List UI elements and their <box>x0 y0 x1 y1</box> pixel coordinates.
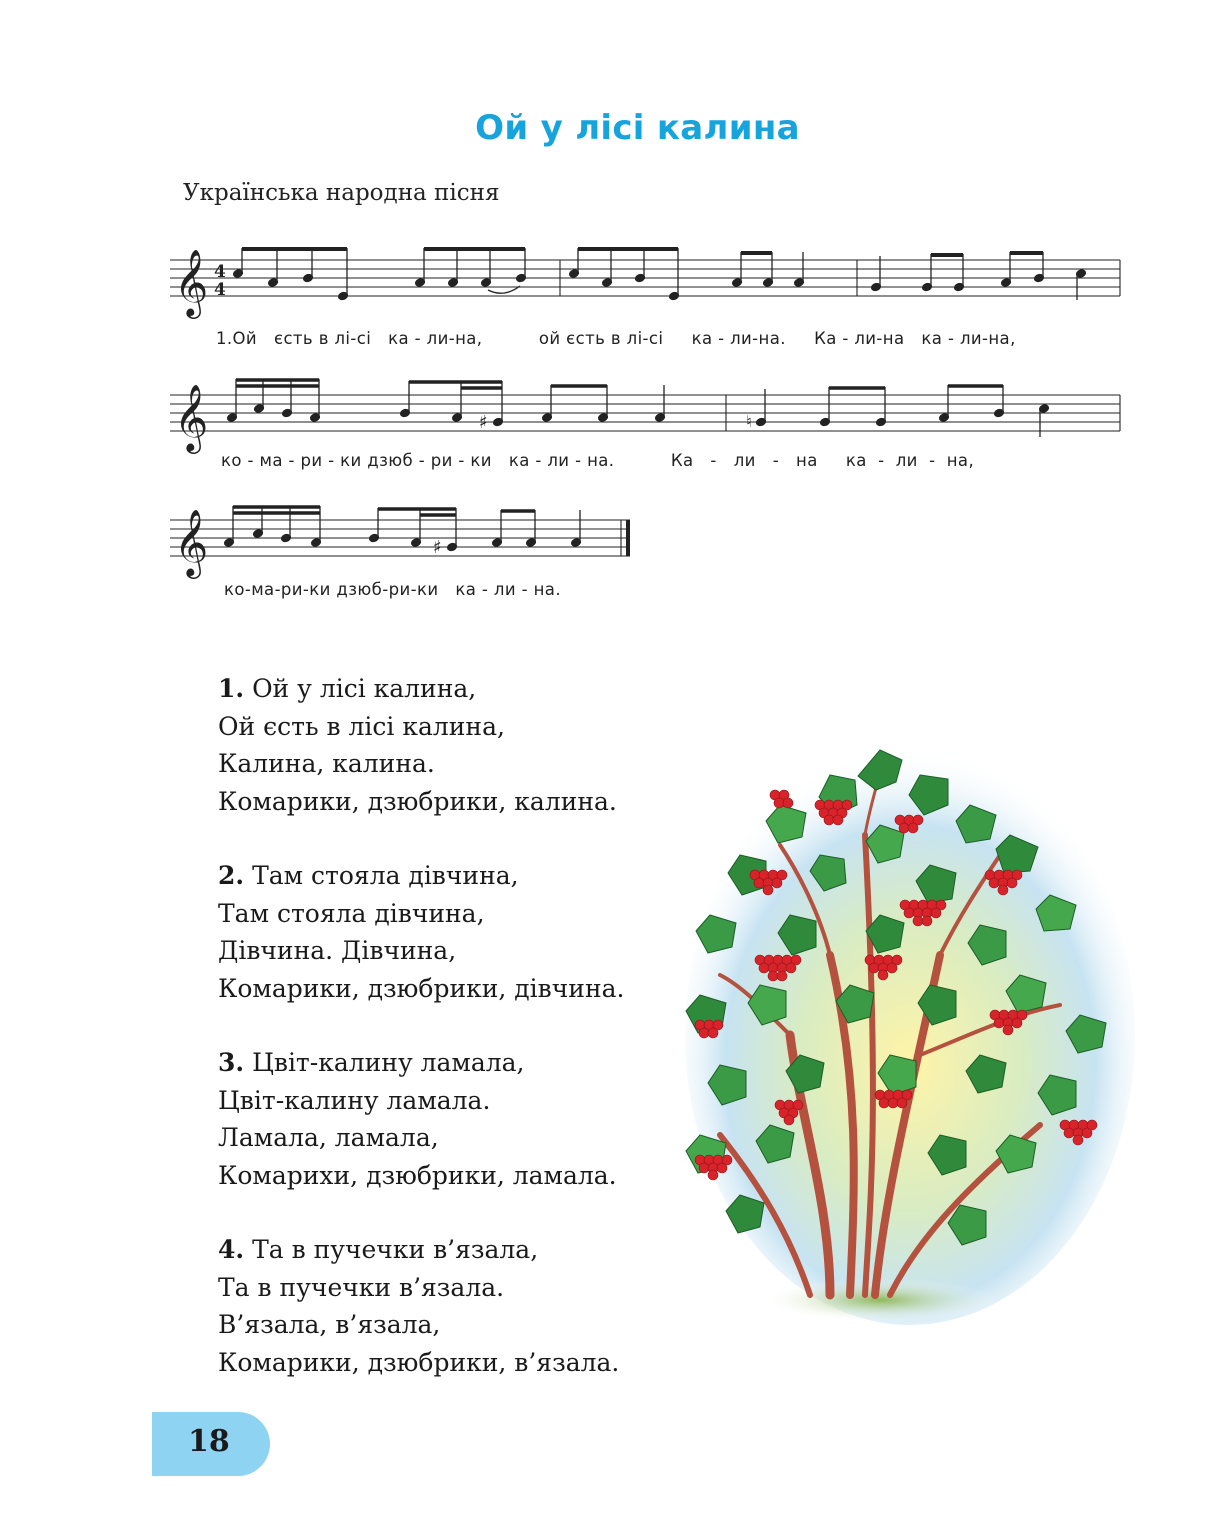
music-staff-1 <box>170 240 1130 340</box>
verse-1 <box>218 670 624 820</box>
verse-line: Дівчина. Дівчина, <box>218 936 457 965</box>
svg-text:♯: ♯ <box>433 537 442 558</box>
verse-line: 2. Там стояла дівчина, <box>218 861 519 890</box>
verse-line: Ламала, ламала, <box>218 1123 439 1152</box>
verse-line: 3. Цвіт-калину ламала, <box>218 1048 525 1077</box>
svg-text:♯: ♯ <box>479 412 488 433</box>
verse-number: 3. <box>218 1048 245 1077</box>
verse-3 <box>218 1044 624 1194</box>
footer-rules <box>270 1410 1130 1484</box>
music-staff-3 <box>170 500 640 580</box>
verse-line: 4. Та в пучечки в’язала, <box>218 1235 539 1264</box>
verse-line: В’язала, в’язала, <box>218 1310 441 1339</box>
verse-line: Комарики, дзюбрики, в’язала. <box>218 1347 620 1377</box>
lyrics-line-1: 1.Ой єсть в лі-сі ка - ли-на, ой єсть в лі-сі ка - ли-на. Ка - ли-на ка - ли-на, <box>216 329 1016 348</box>
verse-4 <box>218 1231 624 1381</box>
song-verses <box>218 670 624 1418</box>
music-staff-2 <box>170 375 1130 455</box>
svg-text:4: 4 <box>214 262 226 282</box>
song-title: Ой у лісі калина <box>475 108 800 148</box>
svg-text:♮: ♮ <box>746 412 752 431</box>
treble-clef-icon: 𝄞 <box>174 508 209 576</box>
verse-line: Комарики, дзюбрики, дівчина. <box>218 973 625 1003</box>
verse-number: 1. <box>218 674 245 703</box>
verse-line: Та в пучечки в’язала. <box>218 1272 505 1302</box>
svg-text:4: 4 <box>214 280 226 300</box>
verse-line: Калина, калина. <box>218 749 435 778</box>
lyrics-line-2: ко - ма - ри - ки дзюб - ри - ки ка - ли - на. Ка - ли - на ка - ли - на, <box>221 451 975 470</box>
treble-clef-icon: 𝄞 <box>174 383 209 451</box>
verse-number: 2. <box>218 861 245 890</box>
verse-number: 4. <box>218 1235 245 1264</box>
verse-line: Комарики, дзюбрики, калина. <box>218 786 617 816</box>
verse-line: Цвіт-калину ламала. <box>218 1085 491 1115</box>
treble-clef-icon: 𝄞 <box>174 248 209 316</box>
verse-line: Комарихи, дзюбрики, ламала. <box>218 1160 617 1190</box>
verse-line: 1. Ой у лісі калина, <box>218 674 477 703</box>
verse-line: Ой єсть в лісі калина, <box>218 711 505 741</box>
song-subtitle: Українська народна пісня <box>183 180 500 206</box>
page-number: 18 <box>188 1424 230 1459</box>
viburnum-bush-illustration <box>680 735 1140 1339</box>
verse-2 <box>218 857 624 1007</box>
verse-line: Там стояла дівчина, <box>218 898 485 928</box>
lyrics-line-3: ко-ма-ри-ки дзюб-ри-ки ка - ли - на. <box>224 580 561 599</box>
